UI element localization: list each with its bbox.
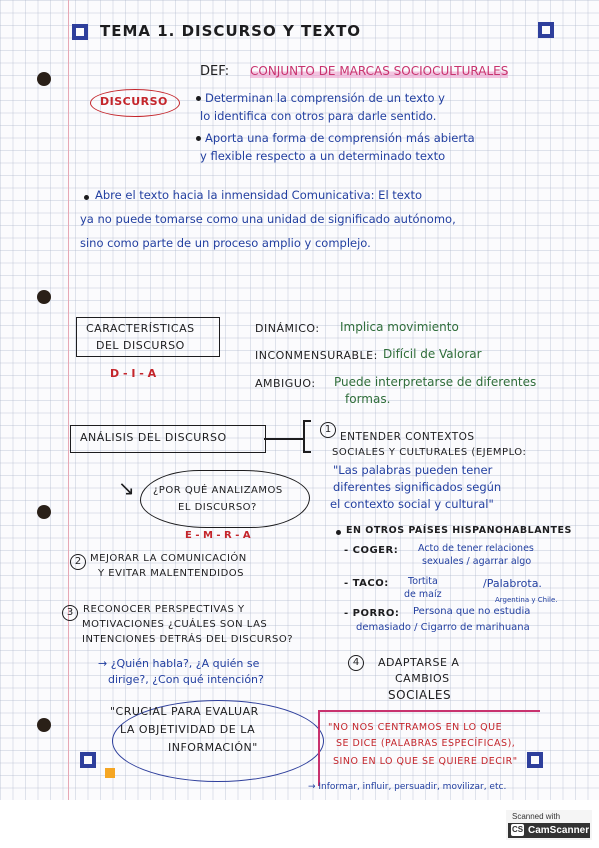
porro-text-line2: demasiado / Cigarro de marihuana bbox=[356, 622, 530, 633]
item3-line2: MOTIVACIONES ¿CUÁLES SON LAS bbox=[82, 619, 268, 630]
taco-label: - TACO: bbox=[344, 578, 389, 589]
bullet bbox=[336, 530, 341, 535]
item3-question-line2: dirige?, ¿Con qué intención? bbox=[108, 673, 264, 686]
cloud-line2: EL DISCURSO? bbox=[178, 502, 257, 513]
caracteristicas-title-line2: DEL DISCURSO bbox=[96, 339, 185, 352]
taco-text-line2: de maíz bbox=[404, 589, 442, 600]
caracteristicas-title-line1: CARACTERÍSTICAS bbox=[86, 322, 195, 335]
abre-line1: Abre el texto hacia la inmensidad Comunicativa: El texto bbox=[95, 188, 423, 202]
item1-line5: el contexto social y cultural" bbox=[330, 497, 494, 511]
item4-line3: SOCIALES bbox=[388, 688, 452, 702]
margin-line bbox=[68, 0, 69, 800]
item2-line1: MEJORAR LA COMUNICACIÓN bbox=[90, 553, 247, 564]
item1-line2: SOCIALES Y CULTURALES (EJEMPLO: bbox=[332, 447, 527, 458]
item3-line1: RECONOCER PERSPECTIVAS Y bbox=[83, 604, 245, 615]
note-bracket bbox=[318, 710, 320, 786]
discurso-label: DISCURSO bbox=[100, 95, 168, 108]
item4-number: 4 bbox=[348, 655, 364, 671]
coger-label: - COGER: bbox=[344, 545, 399, 556]
emra-mnemonic: E - M - R - A bbox=[185, 530, 251, 541]
taco-note: Argentina y Chile. bbox=[495, 596, 558, 604]
item1-line3: "Las palabras pueden tener bbox=[333, 463, 493, 477]
connector-line bbox=[264, 438, 304, 440]
arrow-to-cloud: ↘ bbox=[118, 476, 135, 500]
camscanner-badge bbox=[506, 810, 592, 840]
item4-line1: ADAPTARSE A bbox=[378, 656, 460, 669]
dia-mnemonic: D - I - A bbox=[110, 367, 157, 380]
crucial-line3: INFORMACIÓN" bbox=[168, 741, 258, 754]
connector-line bbox=[303, 420, 311, 422]
ambiguo-text-line1: Puede interpretarse de diferentes bbox=[334, 375, 537, 389]
binder-hole bbox=[37, 290, 51, 304]
item1-line1: ENTENDER CONTEXTOS bbox=[340, 431, 475, 443]
orange-marker bbox=[105, 768, 115, 778]
connector-line bbox=[303, 451, 311, 453]
note-line2: SE DICE (PALABRAS ESPECÍFICAS), bbox=[336, 738, 516, 749]
item4-line2: CAMBIOS bbox=[395, 672, 450, 685]
item1-number: 1 bbox=[320, 422, 336, 438]
def-bullet1-line2: lo identifica con otros para darle sentido. bbox=[200, 109, 437, 123]
connector-line bbox=[303, 420, 305, 452]
coger-text-line2: sexuales / agarrar algo bbox=[422, 556, 532, 567]
porro-text-line1: Persona que no estudia bbox=[413, 606, 531, 617]
inconmensurable-text: Difícil de Valorar bbox=[383, 347, 482, 361]
item1-line4: diferentes significados según bbox=[333, 480, 502, 494]
abre-line2: ya no puede tomarse como una unidad de significado autónomo, bbox=[80, 212, 456, 226]
dinamico-label: DINÁMICO: bbox=[255, 322, 320, 335]
def-bullet2-line1: Aporta una forma de comprensión más abierta bbox=[205, 131, 475, 145]
analisis-title: ANÁLISIS DEL DISCURSO bbox=[80, 431, 227, 444]
corner-marker bbox=[527, 752, 543, 768]
bullet bbox=[196, 96, 201, 101]
note-bottom: → Informar, influir, persuadir, movilizar, etc. bbox=[308, 782, 507, 792]
binder-hole bbox=[37, 505, 51, 519]
taco-text-line1: Tortita bbox=[408, 576, 438, 587]
crucial-line1: "CRUCIAL PARA EVALUAR bbox=[110, 705, 259, 718]
inconmensurable-label: INCONMENSURABLE: bbox=[255, 349, 378, 362]
note-line1: "NO NOS CENTRAMOS EN LO QUE bbox=[328, 722, 503, 733]
binder-hole bbox=[37, 72, 51, 86]
binder-hole bbox=[37, 718, 51, 732]
crucial-line2: LA OBJETIVIDAD DE LA bbox=[120, 723, 256, 736]
scanner-line1: Scanned with bbox=[512, 812, 561, 821]
item2-number: 2 bbox=[70, 554, 86, 570]
note-line3: SINO EN LO QUE SE QUIERE DECIR" bbox=[333, 756, 518, 767]
def-bullet2-line2: y flexible respecto a un determinado texto bbox=[200, 149, 446, 163]
dinamico-text: Implica movimiento bbox=[340, 320, 459, 334]
taco-text-alt: /Palabrota. bbox=[483, 577, 542, 590]
page-title: TEMA 1. DISCURSO Y TEXTO bbox=[100, 22, 362, 40]
bullet bbox=[84, 195, 89, 200]
def-label: DEF: bbox=[200, 64, 230, 79]
item3-question-line1: → ¿Quién habla?, ¿A quién se bbox=[98, 657, 260, 670]
note-bracket bbox=[318, 710, 540, 712]
ambiguo-text-line2: formas. bbox=[345, 392, 391, 406]
item3-number: 3 bbox=[62, 605, 78, 621]
corner-marker bbox=[538, 22, 554, 38]
bullet bbox=[196, 136, 201, 141]
coger-text-line1: Acto de tener relaciones bbox=[418, 543, 534, 554]
corner-marker bbox=[80, 752, 96, 768]
scanner-line2: CS CamScanner bbox=[508, 823, 590, 838]
item2-line2: Y EVITAR MALENTENDIDOS bbox=[98, 568, 245, 579]
porro-label: - PORRO: bbox=[344, 608, 400, 619]
def-text: CONJUNTO DE MARCAS SOCIOCULTURALES bbox=[250, 64, 509, 78]
ambiguo-label: AMBIGUO: bbox=[255, 377, 316, 390]
corner-marker bbox=[72, 24, 88, 40]
abre-line3: sino como parte de un proceso amplio y complejo. bbox=[80, 236, 371, 250]
question-cloud bbox=[140, 470, 310, 528]
item3-line3: INTENCIONES DETRÁS DEL DISCURSO? bbox=[82, 634, 294, 645]
def-bullet1-line1: Determinan la comprensión de un texto y bbox=[205, 91, 445, 105]
otros-heading: EN OTROS PAÍSES HISPANOHABLANTES bbox=[346, 525, 572, 536]
cloud-line1: ¿POR QUÉ ANALIZAMOS bbox=[153, 485, 283, 496]
